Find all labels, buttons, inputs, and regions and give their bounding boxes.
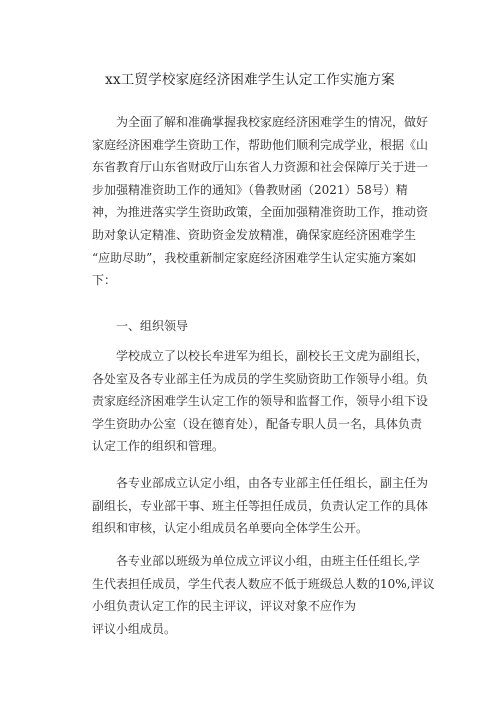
paragraph-line: 学生资助办公室（设在德育处），配备专职人员一名，具体负责 <box>92 416 423 431</box>
intro-paragraph <box>92 111 429 292</box>
paragraph-committee <box>92 472 429 540</box>
intro-line: “应助尽助”，我校重新制定家庭经济困难学生认定实施方案如 <box>92 250 417 265</box>
intro-line: 助对象认定精准、资助资金发放精准，确保家庭经济困难学生 <box>92 227 417 242</box>
intro-line: 为全面了解和准确掌握我校家庭经济困难学生的情况，做好 <box>116 115 429 129</box>
paragraph-leadership <box>92 345 429 458</box>
intro-line: 东省教育厅山东省财政厅山东省人力资源和社会保障厅关于进一 <box>92 160 429 175</box>
section-heading <box>92 315 410 338</box>
intro-line: 步加强精准资助工作的通知》（鲁教财函（2021）58号）精 <box>92 182 408 197</box>
paragraph-line: 责家庭经济困难学生认定工作的领导和监督工作，领导小组下设 <box>92 394 429 409</box>
paragraph-line: 各处室及各专业部主任为成员的学生奖励资助工作领导小组。负 <box>92 371 429 386</box>
section-heading-text: 一、组织领导 <box>116 319 189 333</box>
paragraph-review-group <box>92 550 435 640</box>
paragraph-line: 认定工作的组织和管理。 <box>92 439 225 454</box>
intro-line: 家庭经济困难学生资助工作，帮助他们顺利完成学业，根据《山 <box>92 137 429 152</box>
intro-line: 神，为推进落实学生资助政策，全面加强精准资助工作，推动资 <box>92 205 429 220</box>
document-title: xx工贸学校家庭经济困难学生认定工作实施方案 <box>105 72 395 88</box>
paragraph-line: 学校成立了以校长牟进军为组长，副校长王文虎为副组长， <box>116 349 429 363</box>
paragraph-line: 组织和审核，认定小组成员名单要向全体学生公开。 <box>92 521 369 536</box>
paragraph-line: 各专业部成立认定小组，由各专业部主任任组长，副主任为 <box>116 476 429 490</box>
paragraph-line: 副组长，专业部干事、班主任等担任成员，负责认定工作的具体 <box>92 498 429 513</box>
intro-line: 下： <box>92 273 117 288</box>
paragraph-line: 各专业部以班级为单位成立评议小组，由班主任任组长,学 <box>116 554 420 568</box>
paragraph-line: 小组负责认定工作的民主评议，评议对象不应作为 <box>92 599 357 614</box>
paragraph-line: 生代表担任成员，学生代表人数应不低于班级总人数的10%,评议 <box>92 576 435 591</box>
paragraph-line: 评议小组成员。 <box>92 621 177 636</box>
